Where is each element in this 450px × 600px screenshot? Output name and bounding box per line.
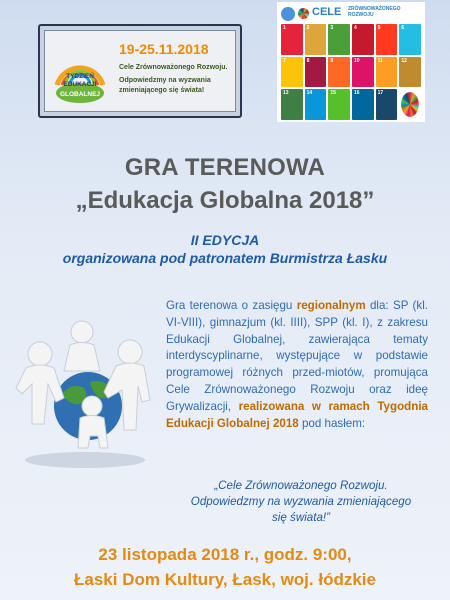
- sdg-goal-tile: [328, 24, 350, 55]
- sdg-goal-tile: [281, 89, 303, 120]
- banner-line3: zmieniającego się świata!: [119, 87, 205, 94]
- event-datetime: 23 listopada 2018 r., godz. 9:00,: [98, 545, 352, 564]
- desc-text-2: dla: SP (kl. VI-VIII), gimnazjum (kl. IIII), SPP (kl. I), z zakresu Edukacji Globalnej, zawierająca tematy interdyscyplinarne, występujące w podstawie programowej różnych przed-miotów, promująca Cele Zrównoważonego Rozwoju oraz ideę Grywalizacji,: [166, 299, 428, 413]
- sdg-panel: [277, 2, 425, 122]
- sdg-goal-number: 1: [283, 25, 286, 31]
- people-around-globe-illustration: [10, 302, 160, 472]
- sdg-goals-grid: [281, 24, 421, 120]
- sdg-goal-number: 15: [330, 90, 336, 97]
- sdg-goal-number: 17: [377, 90, 384, 97]
- sdg-goal-number: 7: [283, 57, 286, 64]
- edition-info: [0, 231, 450, 267]
- sdg-goal-tile: [328, 57, 350, 88]
- sdg-goal-tile: [305, 89, 327, 120]
- sdg-goal-number: 4: [353, 25, 357, 31]
- quote-line1: „Cele Zrównoważonego Rozwoju.: [214, 479, 388, 492]
- description-paragraph: [166, 298, 428, 432]
- banner-line2: Odpowiedzmy na wyzwania: [119, 77, 211, 84]
- sdg-goal-tile: [352, 57, 374, 88]
- sdg-goal-number: 2: [306, 25, 310, 31]
- sdg-goal-tile: [281, 57, 303, 88]
- sdg-goal-tile: [376, 57, 398, 88]
- teg-banner: [38, 24, 242, 118]
- event-location: Łaski Dom Kultury, Łask, woj. łódzkie: [74, 570, 376, 589]
- desc-bold-1: regionalnym: [296, 299, 366, 312]
- sdg-goal-number: 9: [330, 57, 334, 64]
- sdg-goal-tile: [399, 57, 421, 88]
- page-subtitle: „Edukacja Globalna 2018”: [75, 187, 375, 214]
- edition-label: II EDYCJA: [190, 232, 260, 248]
- sdg-subtitle-line2: ROZWOJU: [348, 12, 374, 18]
- sdg-goal-number: 13: [283, 90, 289, 97]
- sdg-goal-tile: [352, 24, 374, 55]
- patronage-label: organizowana pod patronatem Burmistrza Łasku: [62, 250, 388, 266]
- sdg-goal-tile: [399, 24, 421, 55]
- sdg-goal-tile: [305, 57, 327, 88]
- sdg-goal-tile: [376, 89, 398, 120]
- banner-date: 19-25.11.2018: [119, 41, 209, 57]
- teg-logo-line1: TYDZIEŃ: [66, 73, 94, 80]
- banner-line1: Cele Zrównoważonego Rozwoju.: [119, 64, 228, 71]
- sdg-goal-number: 14: [306, 90, 313, 97]
- sdg-goal-tile: [376, 24, 398, 55]
- sdg-subtitle: [348, 6, 401, 18]
- motto-quote: [170, 478, 432, 526]
- sdg-title: CELE: [312, 6, 342, 18]
- sdg-goal-number: 12: [401, 57, 407, 64]
- sdg-goal-number: 10: [353, 57, 360, 64]
- sdg-goal-tile: [328, 89, 350, 120]
- un-emblem-icon: [281, 7, 295, 21]
- sdg-goal-number: 6: [401, 25, 405, 31]
- sdg-goal-number: 3: [330, 25, 334, 31]
- page-title: GRA TERENOWA: [124, 154, 326, 181]
- sdg-goal-number: 16: [353, 90, 360, 97]
- sdg-goal-tile: [281, 24, 303, 55]
- sdg-goal-number: 8: [306, 57, 310, 64]
- desc-bold-2: realizowana w ramach Tygodnia Edukacji Globalnej 2018: [166, 399, 428, 430]
- sdg-subtitle-line1: ZRÓWNOWAŻONEGO: [348, 6, 401, 12]
- sdg-goal-tile: [401, 92, 418, 117]
- sdg-goal-tile: [352, 89, 374, 120]
- teg-banner-inner: [44, 30, 236, 112]
- quote-line2: Odpowiedzmy na wyzwania zmieniającego: [190, 495, 412, 508]
- quote-line3: się świata!”: [272, 511, 330, 524]
- sdg-header: [281, 6, 421, 26]
- teg-logo-line2: EDUKACJI: [63, 81, 97, 88]
- desc-text-1: Gra terenowa o zasięgu: [166, 299, 297, 312]
- desc-text-3: pod hasłem:: [298, 416, 366, 430]
- sdg-goal-number: 5: [377, 25, 381, 31]
- sdg-goal-number: 11: [377, 57, 383, 64]
- sdg-goal-tile: [305, 24, 327, 55]
- teg-logo-line3: GLOBALNEJ: [59, 91, 101, 98]
- teg-logo-icon: [51, 41, 109, 103]
- sdg-wheel-icon: [298, 8, 309, 19]
